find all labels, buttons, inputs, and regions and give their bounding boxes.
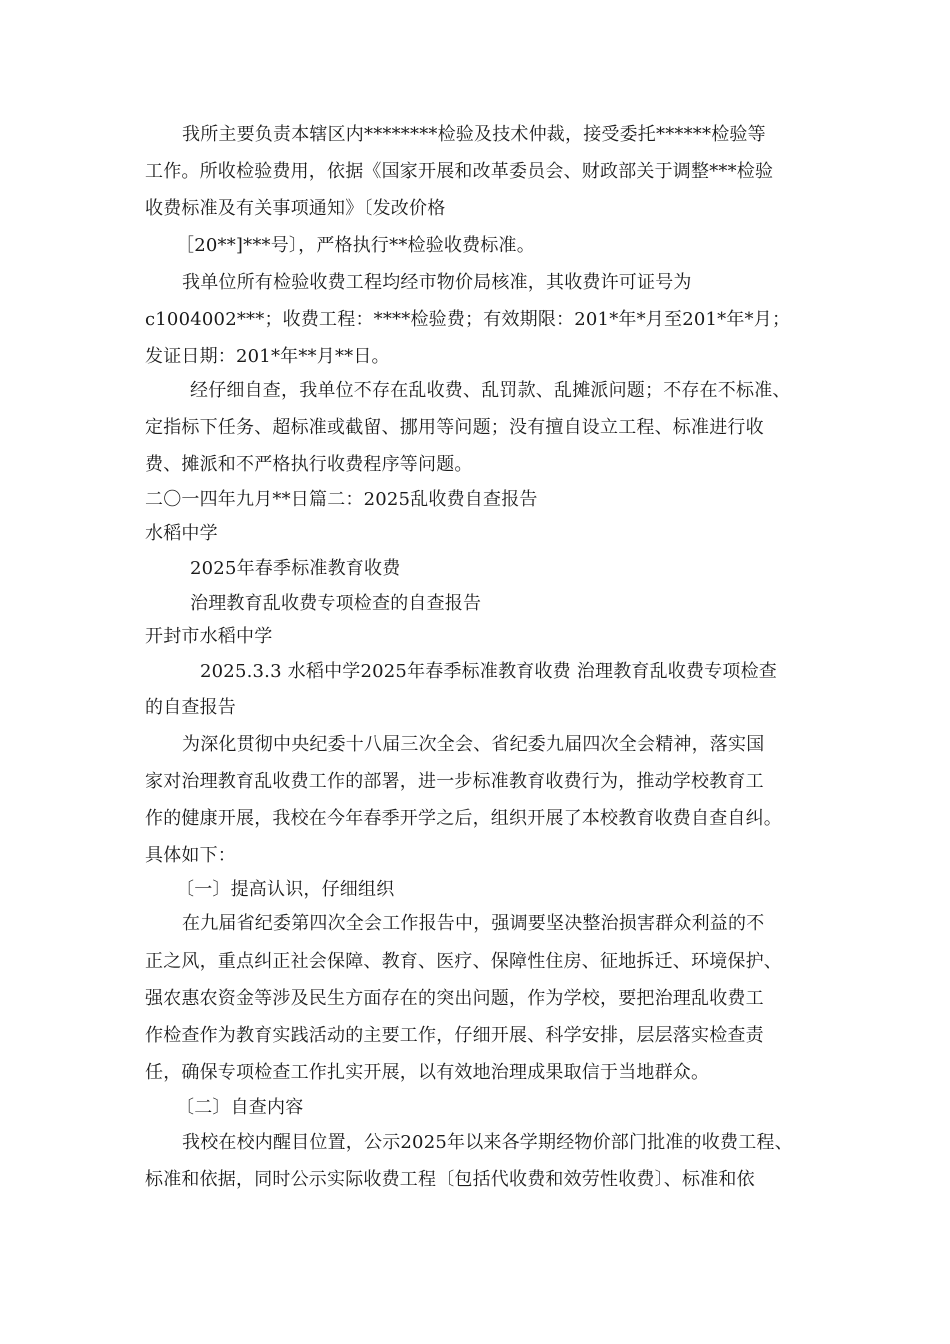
paragraph-line: 家对治理教育乱收费工作的部署，进一步标准教育收费行为，推动学校教育工 [145,771,764,792]
paragraph-line: 作的健康开展，我校在今年春季开学之后，组织开展了本校教育收费自查自纠。 [145,808,782,829]
school-name: 开封市水稻中学 [145,626,273,647]
paragraph-line: 正之风，重点纠正社会保障、教育、医疗、保障性住房、征地拆迁、环境保护、 [145,951,782,972]
paragraph-line: 任，确保专项检查工作扎实开展，以有效地治理成果取信于当地群众。 [145,1062,710,1083]
paragraph-line: 我所主要负责本辖区内********检验及技术仲裁，接受委托******检验等 [182,124,766,145]
paragraph-line: 我校在校内醒目位置，公示2025年以来各学期经物价部门批准的收费工程、 [182,1132,793,1153]
paragraph-line: 费、摊派和不严格执行收费程序等问题。 [145,454,473,475]
paragraph-line: 收费标准及有关事项通知》〔发改价格 [145,198,446,219]
paragraph-line: 为深化贯彻中央纪委十八届三次全会、省纪委九届四次全会精神，落实国 [182,734,765,755]
paragraph-line: 工作。所收检验费用，依据《国家开展和改革委员会、财政部关于调整***检验 [145,161,774,182]
school-name: 水稻中学 [145,523,218,544]
paragraph-line: 经仔细自查，我单位不存在乱收费、乱罚款、乱摊派问题；不存在不标准、 [190,380,791,401]
paragraph-line: ［20**]***号〕，严格执行**检验收费标准。 [176,235,535,256]
subsection-heading: 〔二〕自查内容 [176,1097,304,1118]
paragraph-line: 具体如下： [145,845,236,866]
subsection-heading: 〔一〕提高认识，仔细组织 [176,879,395,900]
paragraph-line: c1004002***；收费工程：****检验费；有效期限：201*年*月至201*年*月； [145,309,791,330]
paragraph-line: 作检查作为教育实践活动的主要工作，仔细开展、科学安排，层层落实检查责 [145,1025,764,1046]
report-title-line: 2025年春季标准教育收费 [190,558,401,579]
report-title-line: 治理教育乱收费专项检查的自查报告 [190,593,482,614]
section-heading: 二〇一四年九月**日篇二：2025乱收费自查报告 [145,489,538,510]
paragraph-line: 在九届省纪委第四次全会工作报告中，强调要坚决整治损害群众利益的不 [182,913,765,934]
paragraph-line: 标准和依据，同时公示实际收费工程〔包括代收费和效劳性收费〕、标准和依 [145,1169,755,1190]
paragraph-line: 的自查报告 [145,697,236,718]
paragraph-line: 定指标下任务、超标准或截留、挪用等问题；没有擅自设立工程、标准进行收 [145,417,764,438]
paragraph-line: 2025.3.3 水稻中学2025年春季标准教育收费 治理教育乱收费专项检查 [200,661,778,682]
paragraph-line: 发证日期：201*年**月**日。 [145,346,390,367]
paragraph-line: 强农惠农资金等涉及民生方面存在的突出问题，作为学校，要把治理乱收费工 [145,988,764,1009]
paragraph-line: 我单位所有检验收费工程均经市物价局核准，其收费许可证号为 [182,272,692,293]
